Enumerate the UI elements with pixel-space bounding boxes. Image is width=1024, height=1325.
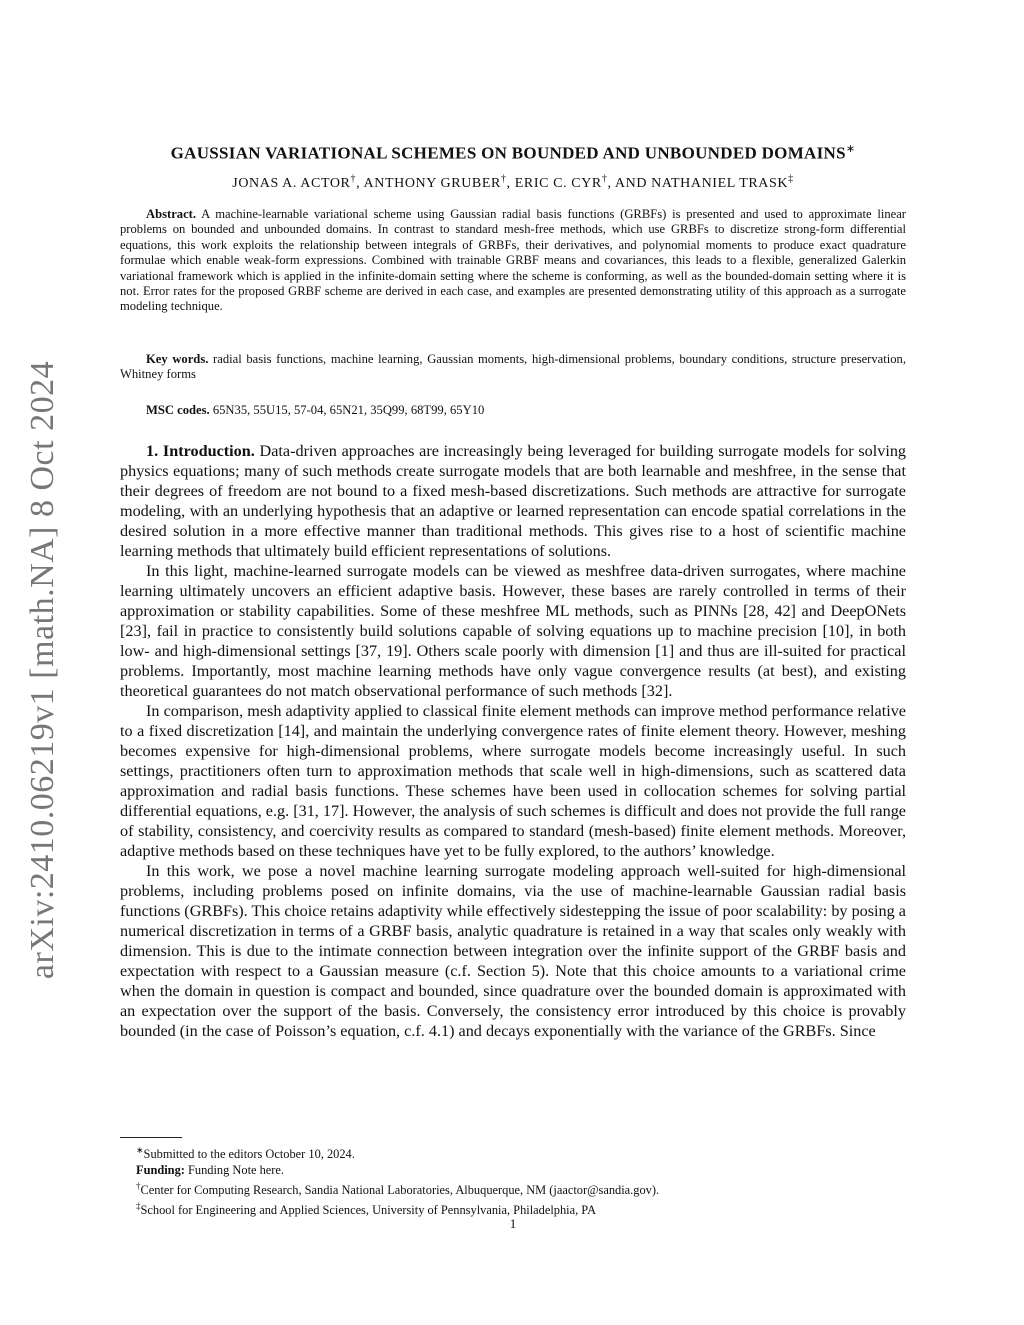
keywords bbox=[120, 352, 906, 383]
author-3: ERIC C. CYR†, AND bbox=[514, 173, 652, 191]
footnote-1: ∗Submitted to the editors October 10, 2024. bbox=[136, 1145, 355, 1162]
footnotes bbox=[120, 1142, 906, 1218]
abstract-label: Abstract. bbox=[146, 207, 197, 221]
abstract bbox=[120, 207, 906, 315]
author-line bbox=[120, 173, 906, 192]
footnote-funding: Funding: Funding Note here. bbox=[136, 1163, 285, 1178]
paragraph-2: In this light, machine-learned surrogate models can be viewed as meshfree data-driven surrogates, where machine learning ultimately uncovers an efficient adaptive basis. However, these bases are rarely controlled in terms of their approximation or stability capabilities. Some of these meshfree ML methods, such as PINNs [28, 42] and DeepONets [23], fail in practice to consistently build solutions capable of solving equations up to machine precision [10], in both low- and high-dimensional settings [37, 19]. Others scale poorly with dimension [1] and thus are ill-suited for practical problems. Importantly, most machine learning methods have only vague convergence results (at best), and existing theoretical guarantees do not match observational performance of such methods [32]. bbox=[120, 562, 906, 700]
introduction-section bbox=[120, 441, 906, 1041]
author-4: NATHANIEL TRASK‡ bbox=[651, 173, 794, 191]
keywords-label: Key words. bbox=[146, 352, 209, 366]
msc-text: 65N35, 55U15, 57-04, 65N21, 35Q99, 68T99, 65Y10 bbox=[212, 403, 485, 417]
msc-codes bbox=[120, 403, 906, 418]
paper-title: GAUSSIAN VARIATIONAL SCHEMES ON BOUNDED AND UNBOUNDED DOMAINS∗ bbox=[170, 143, 856, 163]
footnote-rule bbox=[120, 1137, 182, 1138]
page-number: 1 bbox=[509, 1216, 517, 1231]
author-2: ANTHONY GRUBER†, bbox=[363, 173, 515, 191]
author-1: JONAS A. ACTOR†, bbox=[232, 173, 364, 191]
footnote-2: †Center for Computing Research, Sandia National Laboratories, Albuquerque, NM (jaactor@sandia.gov). bbox=[136, 1181, 660, 1198]
msc-label: MSC codes. bbox=[146, 403, 210, 417]
section-heading: 1. Introduction. bbox=[146, 442, 255, 460]
arxiv-side-stamp: arXiv:2410.06219v1 [math.NA] 8 Oct 2024 bbox=[24, 360, 61, 980]
abstract-text: A machine-learnable variational scheme using Gaussian radial basis functions (GRBFs) is presented and used to approximate linear problems on bounded and unbounded domains. In contrast to standard mesh-free methods, which use GRBFs to discretize strong-form differential equations, this work exploits the relationship between integrals of GRBFs, their derivatives, and polynomial moments to produce exact quadrature formulae which enable weak-form expressions. Combined with trainable GRBF means and covariances, this leads to a flexible, generalized Galerkin variational framework which is applied in the infinite-domain setting where the scheme is conforming, as well as the bounded-domain setting where it is not. Error rates for the proposed GRBF scheme are derived in each case, and examples are presented demonstrating utility of this approach as a surrogate modeling technique. bbox=[120, 207, 906, 314]
paragraph-3: In comparison, mesh adaptivity applied to classical finite element methods can improve method performance relative to a fixed discretization [14], and maintain the underlying convergence rates of finite element theory. However, meshing becomes expensive for high-dimensional problems, where surrogate models become increasingly useful. In such settings, practitioners often turn to approximation methods that scale well in high-dimensions, such as scattered data approximation and radial basis functions. These schemes have been used in collocation schemes for solving partial differential equations, e.g. [31, 17]. However, the analysis of such schemes is difficult and does not provide the full range of stability, consistency, and coercivity results as compared to standard (mesh-based) finite element methods. Moreover, adaptive methods based on these techniques have yet to be fully explored, to the authors’ knowledge. bbox=[120, 702, 906, 860]
paragraph-1: 1. Introduction. Data-driven approaches are increasingly being leveraged for building surrogate models for solving physics equations; many of such methods create surrogate models that are both learnable and meshfree, in the sense that their degrees of freedom are not bound to a fixed mesh-based discretizations. Such methods are attractive for surrogate modeling, with an underlying hypothesis that an adaptive or learned representation can encode spatial correlations in the desired solution in a more effective manner than traditional methods. This gives rise to a host of scientific machine learning methods that ultimately build efficient representations of solutions. bbox=[120, 442, 907, 560]
paragraph-4: In this work, we pose a novel machine learning surrogate modeling approach well-suited for high-dimensional problems, including problems posed on infinite domains, via the use of machine-learnable Gaussian radial basis functions (GRBFs). This choice retains adaptivity while effectively sidestepping the issue of poor scalability: by posing a numerical discretization in terms of a GRBF basis, analytic quadrature is retained in a way that scales only weakly with dimension. This is due to the intimate connection between integration over the infinite support of the GRBF basis and expectation with respect to a Gaussian measure (c.f. Section 5). Note that this choice amounts to a variational crime when the domain in question is compact and bounded, since quadrature over the bounded domain is approximated with an expectation over the support of the basis. Conversely, the consistency error introduced by this choice is provably bounded (in the case of Poisson’s equation, c.f. 4.1) and decays exponentially with the variance of the GRBFs. Since bbox=[120, 862, 906, 1040]
footnote-3: ‡School for Engineering and Applied Sciences, University of Pennsylvania, Philadelphia, PA bbox=[136, 1201, 597, 1218]
keywords-text: radial basis functions, machine learning, Gaussian moments, high-dimensional problems, boundary conditions, structure preservation, Whitney forms bbox=[120, 352, 907, 382]
